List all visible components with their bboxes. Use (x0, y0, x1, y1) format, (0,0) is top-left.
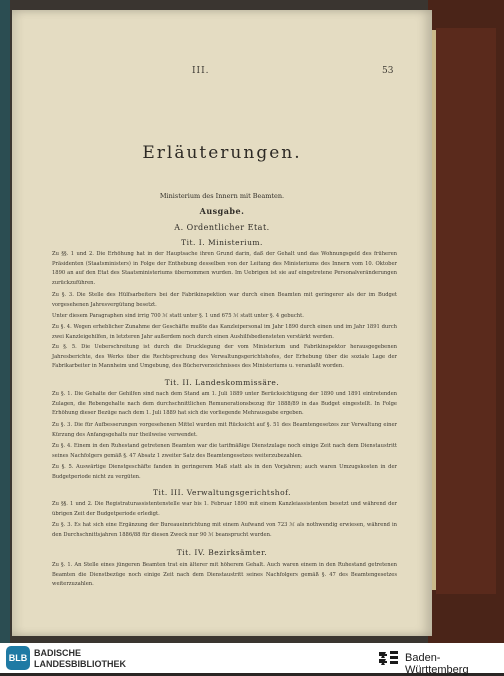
title-1-heading: Tit. I. Ministerium. (181, 238, 263, 247)
blb-line-1: BADISCHE (34, 648, 82, 658)
paragraph-1: Zu §§. 1 und 2. Die Erhöhung hat in der Hauptsache ihren Grund darin, daß der Gehalt und das Wohnungsgeld des früheren Präsidenten (Staatsministers) in Folge der Enthebung desselben von der Leitung des Ministeriums des Innern vom 10. Oktober 1890 an auf den Etat des Staatsministeriums übernommen wurden. Im Uebrigen ist sie auf eingetretene Personalveränderungen zurückzuführen. (52, 251, 397, 286)
book-cover-left (0, 0, 10, 643)
blb-logo[interactable]: BLB (6, 646, 30, 670)
blb-line-2: LANDESBIBLIOTHEK (34, 658, 126, 669)
title-3-heading: Tit. III. Verwaltungsgerichtshof. (152, 488, 292, 497)
paragraph-8: Zu §. 4. Einem in den Ruhestand getretenen Beamten war die tarifmäßige Dienstzulage noch einige Zeit nach dem Dienstaustritt seines Nachfolgers gemäß §. 47 Absatz 1 zweiter Satz des Beamtengesetzes weiterzubezahlen. (52, 443, 397, 459)
paragraph-5: Zu §. 5. Die Ueberschreitung ist durch die Drucklegung der vom Ministerium und Fabrikinspektor herausgegebenen Jahresberichte, des Werks über die Rechtsprechung des Verwaltungsgerichtshofes, der Erhebung über die soziale Lage der Fabrikarbeiter in Mannheim und Umgebung, des Bücherverzeichnisses des Ministeriums u. veranlaßt worden. (52, 344, 397, 370)
footer-bar (0, 643, 504, 676)
book-cover-right (428, 0, 504, 643)
etat-heading: A. Ordentlicher Etat. (174, 223, 270, 232)
section-number: III. (192, 66, 210, 76)
title-4-heading: Tit. IV. Bezirksämter. (176, 548, 268, 557)
ausgabe-heading: Ausgabe. (199, 206, 245, 216)
title-2-heading: Tit. II. Landeskommissäre. (164, 378, 280, 387)
paragraph-3: Unter diesem Paragraphen sind irrig 700 ℳ statt unter §. 1 und 675 ℳ statt unter §. 4 gebucht. (52, 313, 304, 319)
paragraph-4: Zu §. 4. Wegen erheblicher Zunahme der Geschäfte mußte das Kanzleipersonal im Jahr 1890 durch einen und im Jahr 1891 durch zwei Kanzleigehilfen, in letzteren Jahr außerdem noch durch einen Aushilfsbediensteten verstärkt werden. (52, 324, 397, 340)
paragraph-12: Zu §. 1. An Stelle eines jüngeren Beamten trat ein älterer mit höherem Gehalt. Auch waren einem in den Ruhestand getretenen Beamten die Dienstbezüge noch einige Zeit nach dem Dienstaustritt seines Nachfolgers gemäß §. 47 des Beamtengesetzes weiterzuzahlen. (52, 562, 397, 588)
baden-wuerttemberg-label[interactable]: Baden-Württemberg (405, 652, 469, 676)
paragraph-7: Zu §. 3. Die für Aufbesserungen vorgesehenen Mittel wurden mit Rücksicht auf §. 51 des Beamtengesetzes zur Verwaltung einer Kürzung des Anfangsgehalts nur theilweise verwendet. (52, 422, 397, 438)
page-title: Erläuterungen. (142, 143, 302, 163)
document-page (12, 10, 432, 636)
page-number: 53 (382, 66, 394, 76)
paragraph-2: Zu §. 3. Die Stelle des Hülfsarbeiters bei der Fabrikinspektion war durch einen Beamten mit geringerer als der im Budget vorgesehenen Jahresvergütung besetzt. (52, 292, 397, 308)
ministry-heading: Ministerium des Innern mit Beamten. (159, 192, 285, 200)
cover-band (436, 28, 496, 594)
blb-library-name[interactable] (34, 648, 126, 669)
paragraph-9: Zu §. 5. Auswärtige Dienstgeschäfte fanden in geringerem Maß statt als in den Vorjahren; auch waren Umzugskosten in der Budgetperiode nicht zu vergüten. (52, 464, 397, 480)
paragraph-10: Zu §§. 1 und 2. Die Registraturassistentenstelle war bis 1. Februar 1890 mit einem Kanzleiassistenten besetzt und während der übrigen Zeit der Budgetperiode erledigt. (52, 501, 397, 517)
paragraph-11: Zu §. 3. Es hat sich eine Ergänzung der Bureaueinrichtung mit einem Aufwand von 723 ℳ als nothwendig erwiesen, während in den Durchschnittsjahren 1886/88 für diesen Zweck nur 90 ℳ beansprucht wurden. (52, 522, 397, 538)
paragraph-6: Zu §. 1. Die Gehalte der Gehilfen sind nach dem Stand am 1. Juli 1889 unter Berücksichtigung der 1890 und 1891 eintretenden Zulagen, die Rebengehalte nach dem durchschnittlichen Remunerationsbezug für 1888/89 in das Budget eingestellt. In Folge Erhöhung dieser Bezüge nach dem 1. Juli 1889 hat sich die vorliegende Mehrausgabe ergeben. (52, 391, 397, 417)
baden-wuerttemberg-lions-icon (378, 648, 400, 668)
